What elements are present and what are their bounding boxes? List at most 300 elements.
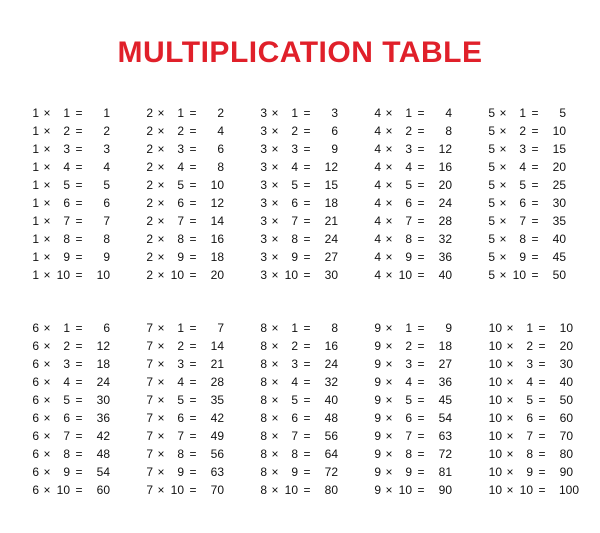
- multiplicand: 9: [374, 429, 381, 443]
- equals-sign: =: [531, 178, 539, 192]
- equals-sign: =: [538, 393, 546, 407]
- multiplicand: 6: [32, 447, 39, 461]
- equals-sign: =: [303, 160, 311, 174]
- table-row: [482, 140, 566, 158]
- times-sign: ×: [499, 178, 507, 192]
- multiplier: 5: [177, 178, 184, 192]
- times-sign: ×: [43, 160, 51, 174]
- times-sign: ×: [43, 339, 51, 353]
- times-sign: ×: [271, 465, 279, 479]
- equals-sign: =: [189, 483, 197, 497]
- equals-sign: =: [189, 196, 197, 210]
- equals-sign: =: [538, 465, 546, 479]
- times-sign: ×: [43, 124, 51, 138]
- equals-sign: =: [75, 357, 83, 371]
- product: 25: [552, 178, 566, 192]
- equals-sign: =: [189, 250, 197, 264]
- multiplier: 7: [519, 214, 526, 228]
- multiplier: 8: [291, 232, 298, 246]
- equals-sign: =: [75, 214, 83, 228]
- multiplicand: 4: [374, 124, 381, 138]
- equals-sign: =: [75, 411, 83, 425]
- equals-sign: =: [538, 357, 546, 371]
- table-row: [482, 391, 579, 409]
- product: 24: [96, 375, 110, 389]
- product: 24: [438, 196, 452, 210]
- times-sign: ×: [499, 250, 507, 264]
- multiplicand: 6: [32, 393, 39, 407]
- times-sign: ×: [43, 214, 51, 228]
- table-row: [254, 409, 338, 427]
- product: 16: [324, 339, 338, 353]
- times-sign: ×: [385, 393, 393, 407]
- multiplier: 3: [177, 357, 184, 371]
- multiplier: 9: [405, 465, 412, 479]
- product: 27: [438, 357, 452, 371]
- times-sign: ×: [385, 268, 393, 282]
- multiplier: 3: [291, 142, 298, 156]
- times-sign: ×: [506, 411, 514, 425]
- equals-sign: =: [538, 321, 546, 335]
- multiplier: 6: [291, 411, 298, 425]
- times-sign: ×: [271, 357, 279, 371]
- multiplier: 3: [519, 142, 526, 156]
- times-sign: ×: [506, 429, 514, 443]
- times-sign: ×: [157, 268, 165, 282]
- equals-sign: =: [189, 160, 197, 174]
- table-row: [368, 194, 452, 212]
- multiplier: 10: [398, 483, 412, 497]
- multiplicand: 9: [374, 465, 381, 479]
- multiplier: 6: [177, 196, 184, 210]
- multiplicand: 3: [260, 142, 267, 156]
- times-sign: ×: [157, 124, 165, 138]
- times-sign: ×: [43, 411, 51, 425]
- equals-sign: =: [531, 268, 539, 282]
- times-sign: ×: [271, 124, 279, 138]
- table-row: [140, 140, 224, 158]
- times-sign: ×: [499, 124, 507, 138]
- multiplier: 1: [291, 106, 298, 120]
- table-row: [368, 122, 452, 140]
- equals-sign: =: [531, 160, 539, 174]
- times-sign: ×: [271, 196, 279, 210]
- times-sign: ×: [157, 160, 165, 174]
- times-sign: ×: [157, 447, 165, 461]
- multiplier: 5: [177, 393, 184, 407]
- multiplier: 4: [63, 160, 70, 174]
- equals-sign: =: [189, 106, 197, 120]
- table-row: [26, 194, 110, 212]
- times-sign: ×: [385, 357, 393, 371]
- multiplicand: 3: [260, 196, 267, 210]
- product: 10: [96, 268, 110, 282]
- times-sign: ×: [385, 339, 393, 353]
- equals-sign: =: [189, 142, 197, 156]
- multiplicand: 10: [488, 321, 502, 335]
- multiplier: 5: [405, 178, 412, 192]
- times-sign: ×: [385, 375, 393, 389]
- equals-sign: =: [303, 411, 311, 425]
- table-row: [482, 230, 566, 248]
- times-sign: ×: [43, 232, 51, 246]
- multiplier: 6: [63, 196, 70, 210]
- table-row: [482, 176, 566, 194]
- equals-sign: =: [75, 339, 83, 353]
- product: 2: [103, 124, 110, 138]
- product: 3: [331, 106, 338, 120]
- product: 24: [324, 232, 338, 246]
- product: 12: [210, 196, 224, 210]
- times-sign: ×: [271, 106, 279, 120]
- multiplicand: 4: [374, 196, 381, 210]
- multiplicand: 4: [374, 268, 381, 282]
- table-row: [140, 212, 224, 230]
- equals-sign: =: [75, 250, 83, 264]
- multiplicand: 10: [488, 483, 502, 497]
- table-row: [140, 391, 224, 409]
- product: 30: [552, 196, 566, 210]
- multiplicand: 6: [32, 411, 39, 425]
- times-sign: ×: [157, 429, 165, 443]
- multiplicand: 2: [146, 178, 153, 192]
- multiplicand: 10: [488, 339, 502, 353]
- times-sign: ×: [271, 411, 279, 425]
- equals-sign: =: [189, 124, 197, 138]
- table-row: [482, 122, 566, 140]
- product: 80: [324, 483, 338, 497]
- product: 48: [96, 447, 110, 461]
- multiplicand: 1: [32, 250, 39, 264]
- multiplicand: 3: [260, 214, 267, 228]
- table-10: [482, 319, 579, 499]
- multiplicand: 7: [146, 429, 153, 443]
- multiplier: 4: [405, 375, 412, 389]
- multiplicand: 10: [488, 429, 502, 443]
- table-row: [254, 319, 338, 337]
- table-row: [482, 355, 579, 373]
- multiplicand: 8: [260, 321, 267, 335]
- multiplicand: 6: [32, 375, 39, 389]
- product: 6: [103, 321, 110, 335]
- table-row: [140, 463, 224, 481]
- product: 42: [210, 411, 224, 425]
- equals-sign: =: [75, 321, 83, 335]
- times-sign: ×: [271, 393, 279, 407]
- multiplier: 2: [405, 124, 412, 138]
- times-sign: ×: [43, 465, 51, 479]
- product: 20: [559, 339, 573, 353]
- equals-sign: =: [417, 483, 425, 497]
- times-sign: ×: [271, 268, 279, 282]
- table-row: [26, 463, 110, 481]
- times-sign: ×: [271, 160, 279, 174]
- product: 81: [438, 465, 452, 479]
- multiplier: 4: [177, 160, 184, 174]
- equals-sign: =: [417, 250, 425, 264]
- times-sign: ×: [385, 447, 393, 461]
- times-sign: ×: [506, 339, 514, 353]
- multiplier: 7: [405, 429, 412, 443]
- multiplier: 6: [526, 411, 533, 425]
- multiplier: 5: [63, 393, 70, 407]
- multiplier: 2: [291, 339, 298, 353]
- equals-sign: =: [189, 393, 197, 407]
- times-sign: ×: [43, 268, 51, 282]
- equals-sign: =: [303, 106, 311, 120]
- table-row: [482, 445, 579, 463]
- equals-sign: =: [75, 232, 83, 246]
- multiplier: 10: [56, 483, 70, 497]
- table-row: [254, 266, 338, 284]
- product: 5: [103, 178, 110, 192]
- multiplicand: 4: [374, 160, 381, 174]
- table-row: [26, 230, 110, 248]
- product: 42: [96, 429, 110, 443]
- equals-sign: =: [417, 465, 425, 479]
- table-row: [254, 104, 338, 122]
- product: 18: [324, 196, 338, 210]
- table-1: [26, 104, 110, 284]
- times-sign: ×: [271, 447, 279, 461]
- multiplicand: 3: [260, 178, 267, 192]
- multiplicand: 8: [260, 483, 267, 497]
- product: 9: [445, 321, 452, 335]
- table-row: [368, 427, 452, 445]
- multiplicand: 7: [146, 411, 153, 425]
- product: 49: [210, 429, 224, 443]
- table-row: [368, 319, 452, 337]
- multiplier: 8: [405, 447, 412, 461]
- table-row: [26, 355, 110, 373]
- table-row: [140, 427, 224, 445]
- times-sign: ×: [157, 375, 165, 389]
- equals-sign: =: [75, 268, 83, 282]
- multiplicand: 1: [32, 178, 39, 192]
- multiplier: 2: [63, 124, 70, 138]
- table-row: [368, 481, 452, 499]
- multiplier: 3: [63, 357, 70, 371]
- equals-sign: =: [538, 429, 546, 443]
- multiplicand: 10: [488, 411, 502, 425]
- times-sign: ×: [271, 250, 279, 264]
- table-9: [368, 319, 452, 499]
- equals-sign: =: [417, 375, 425, 389]
- multiplier: 9: [177, 250, 184, 264]
- equals-sign: =: [303, 178, 311, 192]
- multiplicand: 8: [260, 411, 267, 425]
- times-sign: ×: [157, 106, 165, 120]
- multiplicand: 6: [32, 357, 39, 371]
- product: 30: [324, 268, 338, 282]
- equals-sign: =: [75, 142, 83, 156]
- multiplier: 3: [177, 142, 184, 156]
- multiplicand: 7: [146, 357, 153, 371]
- product: 6: [331, 124, 338, 138]
- table-row: [140, 337, 224, 355]
- multiplier: 9: [63, 250, 70, 264]
- equals-sign: =: [189, 214, 197, 228]
- times-sign: ×: [499, 214, 507, 228]
- multiplier: 6: [405, 411, 412, 425]
- multiplier: 2: [526, 339, 533, 353]
- multiplicand: 3: [260, 106, 267, 120]
- multiplier: 8: [405, 232, 412, 246]
- product: 12: [324, 160, 338, 174]
- table-row: [254, 122, 338, 140]
- table-row: [254, 373, 338, 391]
- product: 36: [96, 411, 110, 425]
- multiplier: 2: [405, 339, 412, 353]
- multiplicand: 2: [146, 214, 153, 228]
- equals-sign: =: [417, 106, 425, 120]
- table-row: [254, 158, 338, 176]
- times-sign: ×: [271, 232, 279, 246]
- product: 18: [96, 357, 110, 371]
- product: 5: [559, 106, 566, 120]
- equals-sign: =: [75, 483, 83, 497]
- product: 45: [552, 250, 566, 264]
- times-sign: ×: [157, 232, 165, 246]
- multiplicand: 8: [260, 375, 267, 389]
- table-row: [26, 140, 110, 158]
- table-row: [368, 391, 452, 409]
- multiplier: 10: [170, 268, 184, 282]
- equals-sign: =: [417, 429, 425, 443]
- multiplier: 8: [291, 447, 298, 461]
- times-sign: ×: [385, 178, 393, 192]
- times-sign: ×: [271, 483, 279, 497]
- multiplier: 9: [291, 250, 298, 264]
- multiplier: 6: [177, 411, 184, 425]
- multiplicand: 2: [146, 106, 153, 120]
- table-row: [482, 337, 579, 355]
- table-row: [26, 248, 110, 266]
- multiplier: 10: [512, 268, 526, 282]
- table-row: [140, 158, 224, 176]
- multiplicand: 4: [374, 250, 381, 264]
- multiplicand: 1: [32, 214, 39, 228]
- equals-sign: =: [303, 250, 311, 264]
- table-5: [482, 104, 566, 284]
- product: 12: [96, 339, 110, 353]
- table-row: [368, 176, 452, 194]
- equals-sign: =: [75, 447, 83, 461]
- times-sign: ×: [499, 232, 507, 246]
- equals-sign: =: [189, 339, 197, 353]
- table-row: [140, 266, 224, 284]
- product: 18: [438, 339, 452, 353]
- times-sign: ×: [157, 339, 165, 353]
- product: 6: [217, 142, 224, 156]
- times-sign: ×: [157, 178, 165, 192]
- table-row: [140, 176, 224, 194]
- multiplicand: 2: [146, 196, 153, 210]
- equals-sign: =: [189, 178, 197, 192]
- table-3: [254, 104, 338, 284]
- product: 63: [438, 429, 452, 443]
- equals-sign: =: [417, 214, 425, 228]
- times-sign: ×: [43, 321, 51, 335]
- multiplicand: 5: [488, 178, 495, 192]
- times-sign: ×: [506, 321, 514, 335]
- equals-sign: =: [189, 232, 197, 246]
- product: 40: [559, 375, 573, 389]
- multiplicand: 10: [488, 447, 502, 461]
- product: 90: [438, 483, 452, 497]
- equals-sign: =: [538, 483, 546, 497]
- equals-sign: =: [417, 393, 425, 407]
- multiplier: 10: [398, 268, 412, 282]
- multiplier: 5: [526, 393, 533, 407]
- table-row: [368, 158, 452, 176]
- table-7: [140, 319, 224, 499]
- multiplicand: 2: [146, 250, 153, 264]
- multiplier: 2: [519, 124, 526, 138]
- multiplicand: 6: [32, 465, 39, 479]
- table-row: [254, 391, 338, 409]
- equals-sign: =: [189, 429, 197, 443]
- table-row: [368, 463, 452, 481]
- equals-sign: =: [75, 178, 83, 192]
- multiplier: 5: [519, 178, 526, 192]
- times-sign: ×: [271, 178, 279, 192]
- multiplicand: 6: [32, 429, 39, 443]
- multiplier: 7: [177, 429, 184, 443]
- multiplier: 7: [405, 214, 412, 228]
- multiplier: 6: [291, 196, 298, 210]
- multiplicand: 2: [146, 232, 153, 246]
- multiplicand: 7: [146, 393, 153, 407]
- table-row: [26, 122, 110, 140]
- product: 20: [552, 160, 566, 174]
- times-sign: ×: [385, 232, 393, 246]
- table-row: [368, 104, 452, 122]
- table-row: [482, 373, 579, 391]
- table-row: [140, 373, 224, 391]
- multiplicand: 9: [374, 393, 381, 407]
- table-row: [254, 230, 338, 248]
- product: 28: [438, 214, 452, 228]
- multiplicand: 6: [32, 339, 39, 353]
- product: 30: [96, 393, 110, 407]
- equals-sign: =: [75, 124, 83, 138]
- product: 45: [438, 393, 452, 407]
- equals-sign: =: [417, 178, 425, 192]
- multiplicand: 2: [146, 124, 153, 138]
- multiplier: 1: [405, 321, 412, 335]
- product: 9: [331, 142, 338, 156]
- multiplier: 3: [526, 357, 533, 371]
- times-sign: ×: [43, 375, 51, 389]
- page-title: MULTIPLICATION TABLE: [117, 36, 483, 69]
- multiplicand: 1: [32, 232, 39, 246]
- multiplicand: 8: [260, 339, 267, 353]
- equals-sign: =: [531, 250, 539, 264]
- equals-sign: =: [531, 124, 539, 138]
- equals-sign: =: [531, 196, 539, 210]
- equals-sign: =: [417, 447, 425, 461]
- multiplicand: 4: [374, 106, 381, 120]
- equals-sign: =: [531, 106, 539, 120]
- equals-sign: =: [538, 411, 546, 425]
- multiplicand: 5: [488, 214, 495, 228]
- times-sign: ×: [506, 393, 514, 407]
- multiplier: 8: [177, 232, 184, 246]
- product: 36: [438, 250, 452, 264]
- multiplicand: 1: [32, 196, 39, 210]
- times-sign: ×: [43, 196, 51, 210]
